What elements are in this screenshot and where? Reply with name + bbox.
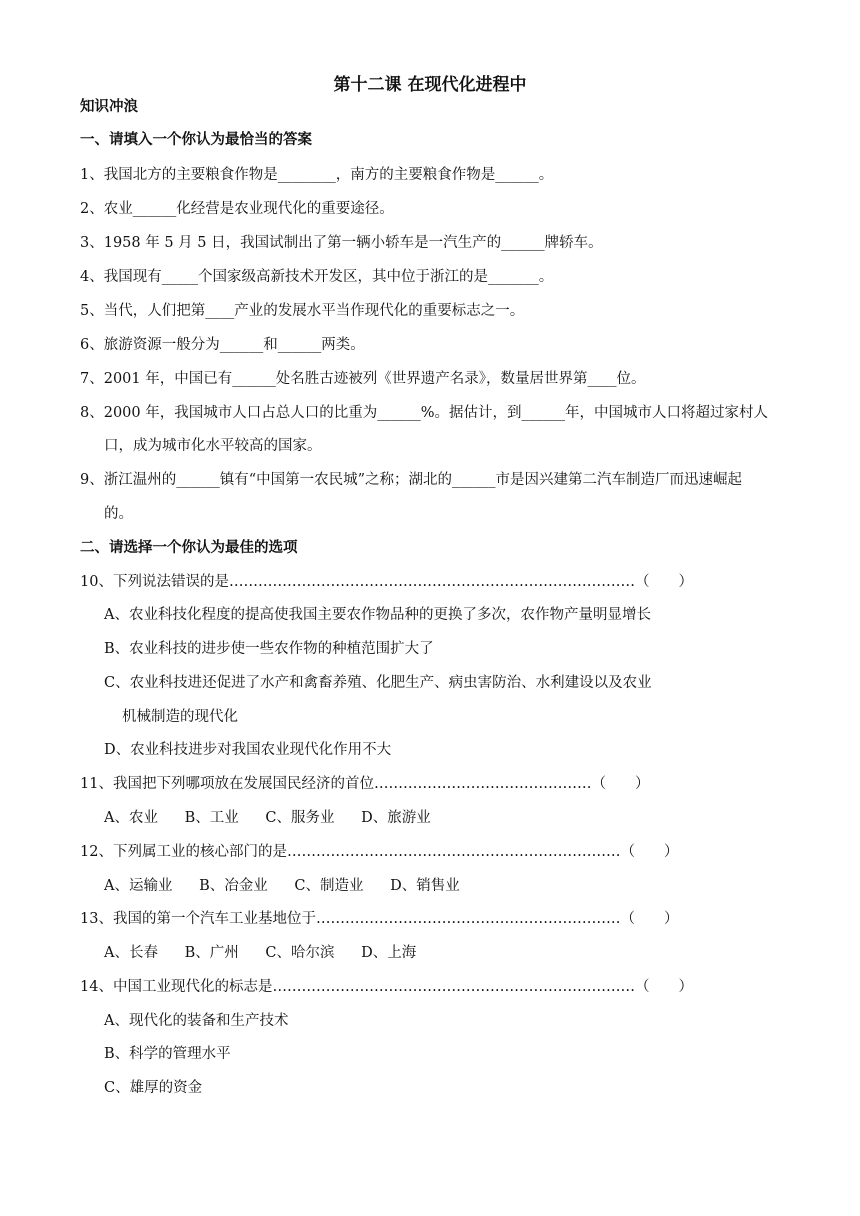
question-6: 6、旅游资源一般分为______和______两类。 xyxy=(80,337,365,353)
question-10-option-d: D、农业科技进步对我国农业现代化作用不大 xyxy=(104,742,392,758)
subtitle: 知识冲浪 xyxy=(80,99,138,115)
question-13-options xyxy=(104,943,438,963)
question-13-option-c: C、哈尔滨 xyxy=(265,945,335,961)
question-13: 13、我国的第一个汽车工业基地位于………………………………………………………（ ） xyxy=(80,911,679,927)
question-12-option-d: D、销售业 xyxy=(390,878,460,894)
question-14: 14、中国工业现代化的标志是…………………………………………………………………（ ） xyxy=(80,979,693,995)
question-14-option-c: C、雄厚的资金 xyxy=(104,1080,203,1096)
question-10: 10、下列说法错误的是…………………………………………………………………………（ ） xyxy=(80,574,693,590)
question-12-option-a: A、运输业 xyxy=(104,878,173,894)
section-heading-choice: 二、请选择一个你认为最佳的选项 xyxy=(80,540,298,556)
question-14-option-a: A、现代化的装备和生产技术 xyxy=(104,1013,289,1029)
question-12-option-c: C、制造业 xyxy=(294,878,364,894)
question-1: 1、我国北方的主要粮食作物是________，南方的主要粮食作物是______。 xyxy=(80,167,554,183)
question-9-line-1: 9、浙江温州的______镇有“中国第一农民城”之称；湖北的______市是因兴建第二汽车制造厂而迅速崛起 xyxy=(80,472,743,488)
question-7: 7、2001 年，中国已有______处名胜古迹被列《世界遗产名录》，数量居世界第____位。 xyxy=(80,371,646,387)
page-title: 第十二课 在现代化进程中 xyxy=(333,75,527,95)
question-4: 4、我国现有_____个国家级高新技术开发区，其中位于浙江的是_______。 xyxy=(80,269,554,285)
question-11-option-b: B、工业 xyxy=(184,810,239,826)
question-11-option-a: A、农业 xyxy=(104,810,158,826)
question-12: 12、下列属工业的核心部门的是……………………………………………………………（ ） xyxy=(80,844,679,860)
question-8-line-2: 口，成为城市化水平较高的国家。 xyxy=(104,438,322,454)
question-12-option-b: B、冶金业 xyxy=(199,878,268,894)
question-10-option-c-line-1: C、农业科技进还促进了水产和禽畜养殖、化肥生产、病虫害防治、水利建设以及农业 xyxy=(104,675,652,691)
question-12-options xyxy=(104,876,482,896)
section-heading-fill-in: 一、请填入一个你认为最恰当的答案 xyxy=(80,132,312,148)
question-10-option-c-line-2: 机械制造的现代化 xyxy=(122,709,238,725)
question-11-option-d: D、旅游业 xyxy=(361,810,431,826)
question-14-option-b: B、科学的管理水平 xyxy=(104,1046,231,1062)
question-11-option-c: C、服务业 xyxy=(265,810,335,826)
question-2: 2、农业______化经营是农业现代化的重要途径。 xyxy=(80,201,394,217)
question-8-line-1: 8、2000 年，我国城市人口占总人口的比重为______%。据估计，到______年，中国城市人口将超过家村人 xyxy=(80,405,769,421)
question-9-line-2: 的。 xyxy=(104,506,133,522)
question-10-option-b: B、农业科技的进步使一些农作物的种植范围扩大了 xyxy=(104,641,434,657)
question-13-option-a: A、长春 xyxy=(104,945,158,961)
question-3: 3、1958 年 5 月 5 日，我国试制出了第一辆小轿车是一汽生产的______牌轿车。 xyxy=(80,235,603,251)
question-11-options xyxy=(104,808,453,828)
question-13-option-d: D、上海 xyxy=(361,945,417,961)
question-11: 11、我国把下列哪项放在发展国民经济的首位………………………………………（ ） xyxy=(80,776,650,792)
question-5: 5、当代，人们把第____产业的发展水平当作现代化的重要标志之一。 xyxy=(80,303,525,319)
question-13-option-b: B、广州 xyxy=(184,945,239,961)
question-10-option-a: A、农业科技化程度的提高使我国主要农作物品种的更换了多次，农作物产量明显增长 xyxy=(104,607,651,623)
